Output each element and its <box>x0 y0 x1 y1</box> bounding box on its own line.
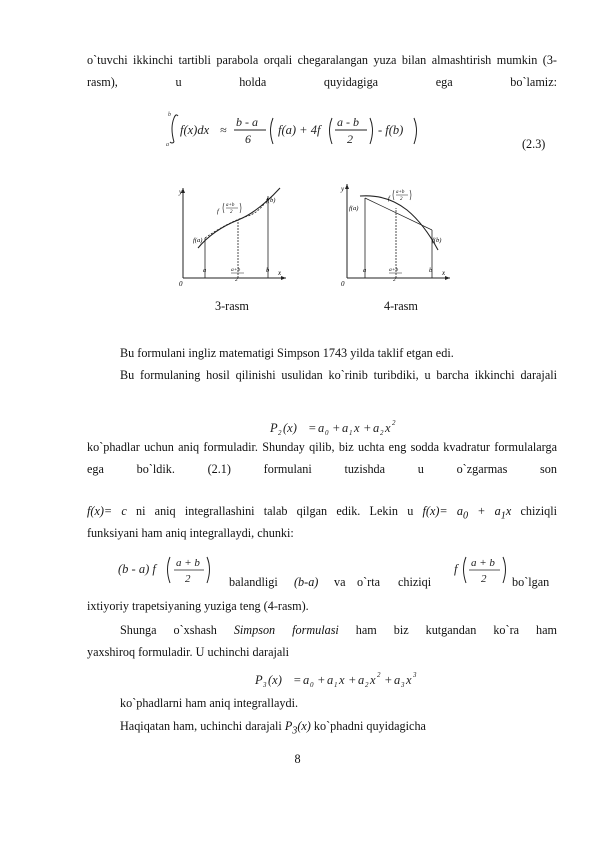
fig4-x-label: x <box>442 269 446 277</box>
figure-3-caption: 3-rasm <box>215 299 249 313</box>
fig4-origin: 0 <box>341 280 345 288</box>
paragraph-derivation: Bu formulaning hosil qilinishi usulidan ko`rinib turibdiki, u barcha ikkinchi darajali <box>120 368 557 382</box>
and-text: va <box>334 575 346 589</box>
svg-text:3: 3 <box>413 671 417 679</box>
svg-text:+: + <box>384 673 393 687</box>
svg-text:a+b: a+b <box>389 267 399 273</box>
svg-text:2: 2 <box>278 429 282 437</box>
svg-text:a: a <box>303 673 310 687</box>
svg-text:2: 2 <box>230 210 233 215</box>
figure-4-graph <box>332 180 458 292</box>
svg-text:3: 3 <box>263 681 267 689</box>
svg-text:2: 2 <box>185 573 191 585</box>
svg-text:b - a: b - a <box>236 115 258 129</box>
fig3-fmid: f <box>217 208 219 215</box>
svg-text:f(x)dx: f(x)dx <box>180 123 210 137</box>
svg-text:2: 2 <box>380 429 384 437</box>
svg-text:2: 2 <box>392 419 396 427</box>
fig4-fb: f(b) <box>432 237 442 244</box>
svg-text:a+b: a+b <box>231 267 241 273</box>
svg-text:+: + <box>363 421 372 435</box>
middle-text: o`rta <box>357 575 381 589</box>
line-text: chiziqi <box>398 575 432 589</box>
paragraph-similarly-cont: yaxshiroq formuladir. U uchinchi darajali <box>87 645 290 659</box>
svg-text:x: x <box>354 421 360 435</box>
svg-text:1: 1 <box>334 681 338 689</box>
p3-formula <box>253 668 428 690</box>
figure-3-graph <box>168 180 294 292</box>
svg-text:+: + <box>317 673 326 687</box>
svg-text:b: b <box>168 112 171 118</box>
svg-text:a: a <box>358 673 365 687</box>
svg-text:x: x <box>385 421 391 435</box>
paragraph-trapezoid: ixtiyoriy trapetsiyaning yuziga teng (4-rasm). <box>87 599 309 613</box>
paragraph-indeed: Haqiqatan ham, uchinchi darajali $P_3(x)$ ko`phadni quyidagicha <box>120 719 426 737</box>
svg-text:2: 2 <box>481 573 487 585</box>
trapezoid-area-formula <box>118 551 218 587</box>
fig4-fa: f(a) <box>349 205 359 212</box>
fig3-b: b <box>266 267 270 274</box>
svg-text:a + b: a + b <box>471 557 495 569</box>
fig3-fb: f(b) <box>266 197 276 204</box>
height-text: balandligi <box>229 575 278 589</box>
svg-text:a: a <box>327 673 334 687</box>
svg-text:=: = <box>293 673 302 687</box>
fig3-fa: f(a) <box>193 237 203 244</box>
svg-text:=: = <box>308 421 317 435</box>
simpson-formula <box>160 108 430 150</box>
svg-text:0: 0 <box>310 681 314 689</box>
svg-text:a: a <box>394 673 401 687</box>
svg-text:x: x <box>339 673 345 687</box>
svg-text:1: 1 <box>349 429 353 437</box>
paragraph-similarly: Shunga o`xshash Simpson formulasi ham biz kutgandan ko`ra ham <box>120 623 557 637</box>
svg-text:a: a <box>342 421 349 435</box>
page-number: 8 <box>294 752 301 766</box>
paragraph-cubic: ko`phadlarni ham aniq integrallaydi. <box>120 696 299 710</box>
svg-text:2: 2 <box>377 671 381 679</box>
figure-4-caption: 4-rasm <box>384 299 418 313</box>
svg-text:a: a <box>318 421 325 435</box>
svg-text:(x): (x) <box>268 673 282 687</box>
fig3-origin: 0 <box>179 280 183 288</box>
fig3-a: a <box>203 267 207 274</box>
fig3-y-label: y <box>179 188 183 196</box>
being-text: bo`lgan <box>512 575 550 589</box>
svg-text:f: f <box>454 562 458 576</box>
svg-text:3: 3 <box>401 681 405 689</box>
svg-text:a + b: a + b <box>176 557 200 569</box>
svg-text:a: a <box>166 142 169 148</box>
svg-text:x: x <box>406 673 412 687</box>
svg-text:a+b: a+b <box>396 190 405 195</box>
equation-number: (2.3) <box>522 137 546 151</box>
svg-text:- f(b): - f(b) <box>378 123 404 137</box>
paragraph-linear-cont: funksiyani ham aniq integrallaydi, chunki: <box>87 526 294 540</box>
fig4-b: b <box>429 267 433 274</box>
svg-text:a+b: a+b <box>226 203 235 208</box>
fig3-x-label: x <box>278 269 282 277</box>
paragraph-simpson: Bu formulani ingliz matematigi Simpson 1743 yilda taklif etgan edi. <box>120 346 454 360</box>
midline-formula <box>452 551 512 587</box>
svg-text:2: 2 <box>347 132 353 146</box>
svg-text:≈: ≈ <box>220 123 227 137</box>
paragraph-intro: o`tuvchi ikkinchi tartibli parabola orqali chegaralangan yuza bilan almashtirish mumkin (3-rasm), u holda quyidagiga ega bo`lamiz: <box>87 53 557 89</box>
svg-text:f(a) + 4f: f(a) + 4f <box>278 123 321 137</box>
svg-text:P: P <box>255 673 263 687</box>
svg-text:6: 6 <box>245 132 251 146</box>
svg-text:a: a <box>373 421 380 435</box>
fig4-a: a <box>363 267 367 274</box>
svg-text:a - b: a - b <box>337 115 359 129</box>
svg-text:2: 2 <box>235 277 238 283</box>
svg-text:2: 2 <box>365 681 369 689</box>
fig4-fmid: f <box>388 195 390 202</box>
svg-text:+: + <box>332 421 341 435</box>
paragraph-quadrature: ko`phadlar uchun aniq formuladir. Shunday qilib, biz uchta eng sodda kvadratur formulalarga ega bo`ldik. (2.1) formulani tuzishda u o`zgarmas son <box>87 440 557 476</box>
svg-text:(x): (x) <box>283 421 297 435</box>
p2-formula <box>268 416 408 438</box>
svg-text:P: P <box>270 421 278 435</box>
svg-text:x: x <box>370 673 376 687</box>
svg-text:+: + <box>348 673 357 687</box>
svg-text:2: 2 <box>393 277 396 283</box>
svg-text:0: 0 <box>325 429 329 437</box>
fig4-y-label: y <box>341 185 345 193</box>
height-value: (b-a) <box>294 575 319 589</box>
svg-text:2: 2 <box>400 197 403 202</box>
paragraph-linear: f(x)= c ni aniq integrallashini talab qilgan edik. Lekin u $f(x)= a_0 + a_1x$ chiziqli <box>87 504 558 522</box>
svg-text:(b - a) f: (b - a) f <box>118 562 156 576</box>
